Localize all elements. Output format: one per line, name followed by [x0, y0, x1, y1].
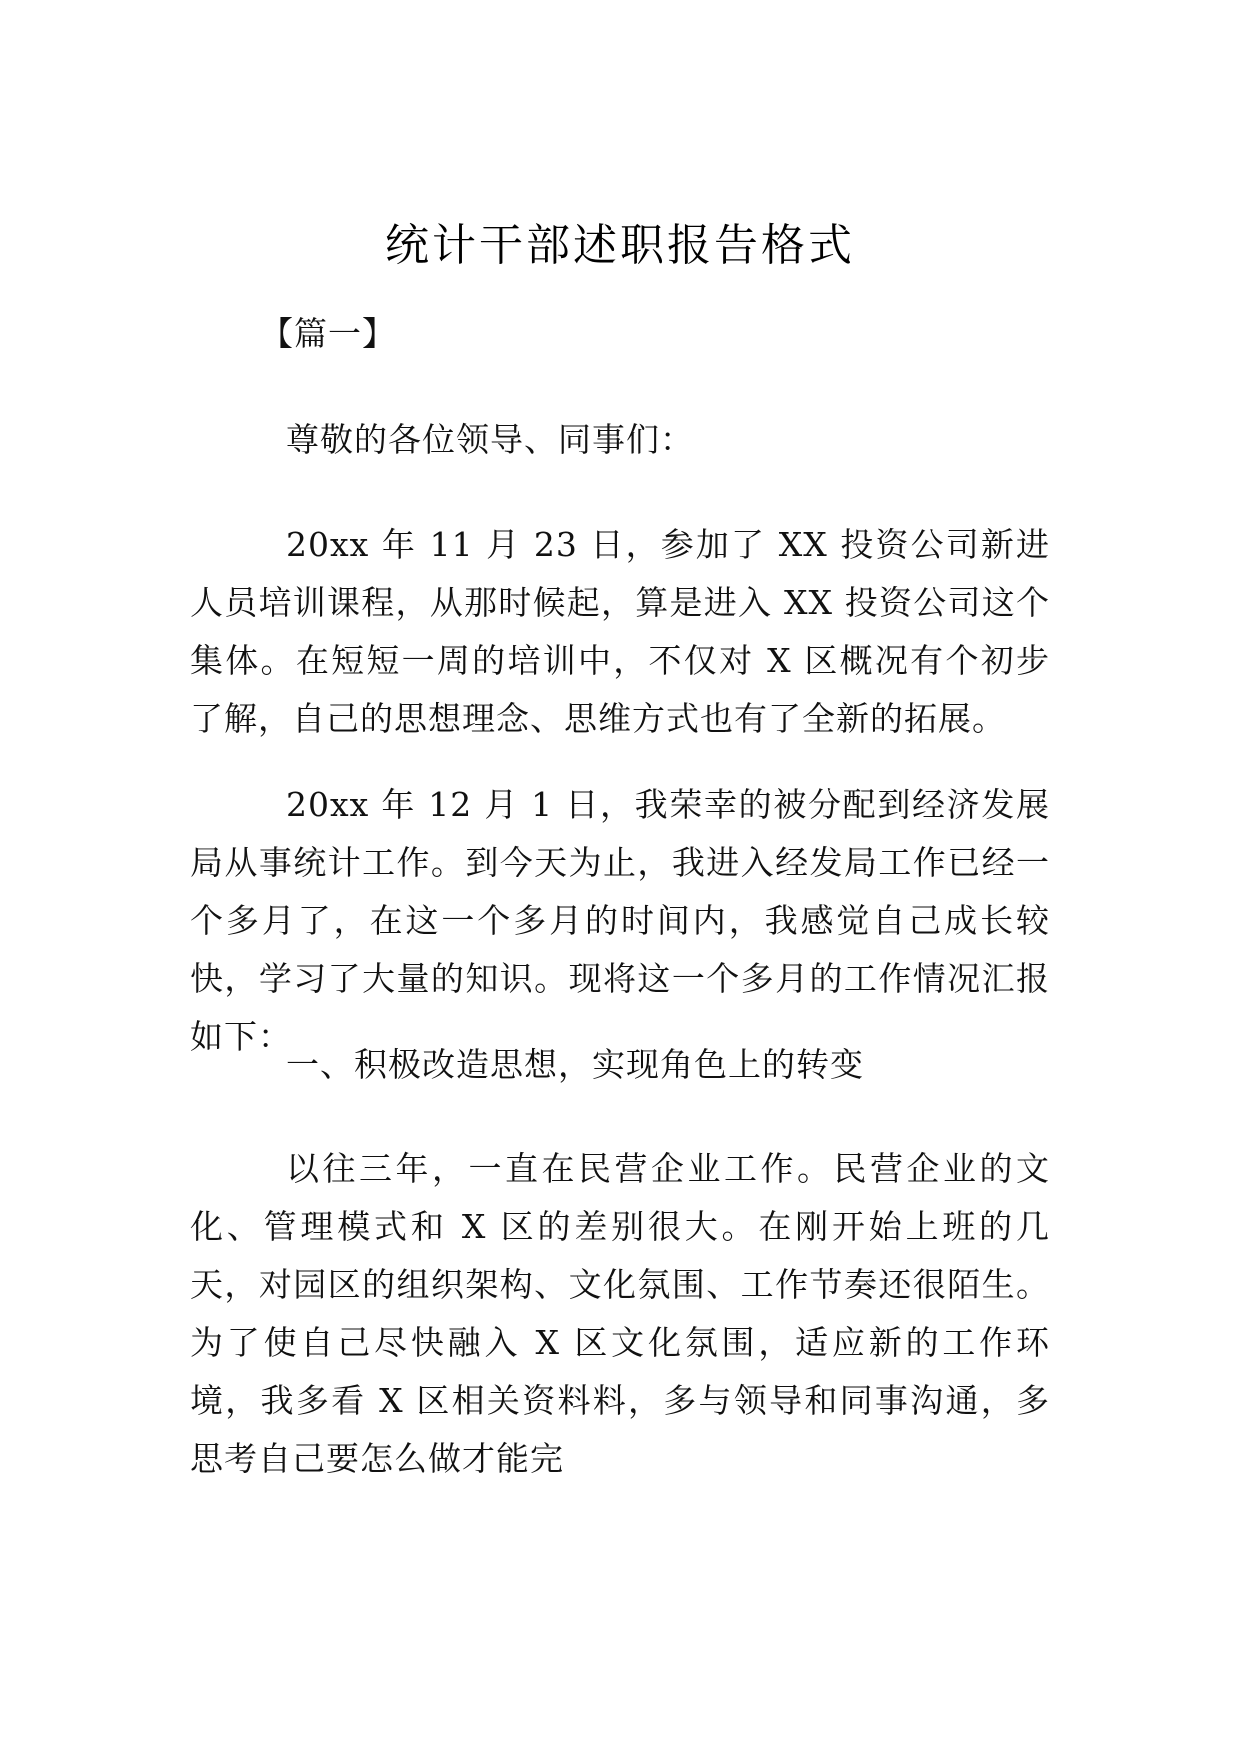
paragraph-2: 20xx 年 12 月 1 日，我荣幸的被分配到经济发展局从事统计工作。到今天为止，我进入经发局工作已经一个多月了，在这一个多月的时间内，我感觉自己成长较快，学习了大量的知识。现将这一个多月的工作情况汇报如下：	[190, 785, 1050, 1056]
section-heading-1: 一、积极改造思想，实现角色上的转变	[286, 1045, 864, 1084]
section-label: 【篇一】	[260, 314, 396, 353]
paragraph-3: 以往三年，一直在民营企业工作。民营企业的文化、管理模式和 X 区的差别很大。在刚开始上班的几天，对园区的组织架构、文化氛围、工作节奏还很陌生。为了使自己尽快融入 X 区文化氛围，适应新的工作环境，我多看 X 区相关资料料，多与领导和同事沟通，多思考自己要怎么做才能完	[190, 1149, 1050, 1478]
document-title: 统计干部述职报告格式	[385, 220, 855, 271]
salutation: 尊敬的各位领导、同事们：	[286, 420, 694, 459]
document-page	[190, 0, 1050, 1754]
paragraph-1: 20xx 年 11 月 23 日，参加了 XX 投资公司新进人员培训课程，从那时候起，算是进入 XX 投资公司这个集体。在短短一周的培训中，不仅对 X 区概况有个初步了解，自己的思想理念、思维方式也有了全新的拓展。	[190, 525, 1050, 738]
